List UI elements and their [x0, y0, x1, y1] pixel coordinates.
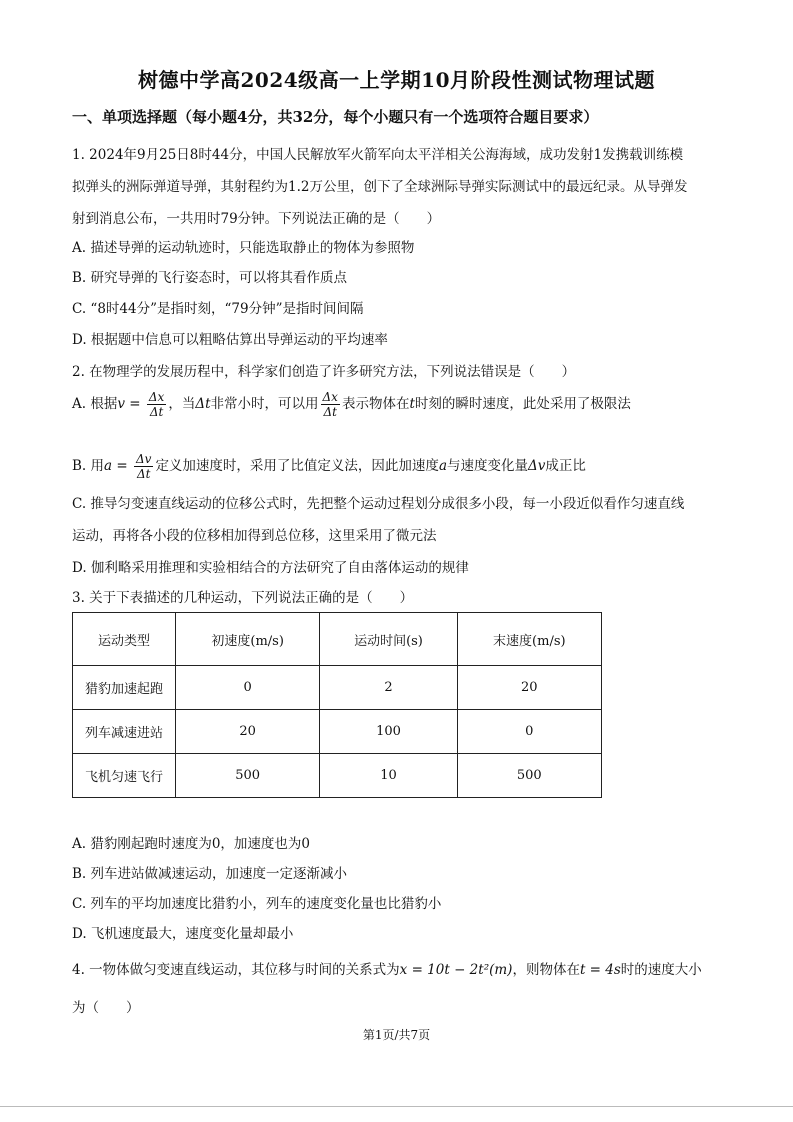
q1-option-b: B. 研究导弹的飞行姿态时，可以将其看作质点 [72, 270, 348, 286]
table-header-row [73, 613, 602, 666]
section-heading: 一、单项选择题（每小题4分，共32分，每个小题只有一个选项符合题目要求） [72, 108, 599, 126]
q2-a-fraction [147, 390, 166, 419]
table-row [73, 754, 602, 798]
q4-formula: x = 10t − 2t²(m) [399, 962, 513, 978]
table-row [73, 710, 602, 754]
q2-b-prefix: B. 用 [72, 458, 105, 474]
q4-stem-line1 [72, 958, 702, 978]
q2-b-post: 成正比 [545, 458, 586, 474]
q1-option-a: A. 描述导弹的运动轨迹时，只能选取静止的物体为参照物 [72, 240, 415, 256]
table-cell: 20 [457, 666, 601, 710]
q3-option-a: A. 猎豹刚起跑时速度为0，加速度也为0 [72, 836, 311, 852]
q1-stem-line2: 拟弹头的洲际弹道导弹，其射程约为1.2万公里，创下了全球洲际导弹实际测试中的最远纪录。从导弹发 [72, 179, 688, 195]
table-cell: 20 [176, 710, 320, 754]
page-divider [0, 1106, 793, 1107]
q2-stem: 2. 在物理学的发展历程中，科学家们创造了许多研究方法，下列说法错误是（ ） [72, 364, 576, 380]
q2-b-dv: Δv [528, 458, 546, 474]
q4-time: t = 4s [579, 962, 621, 978]
table-cell: 10 [320, 754, 457, 798]
q2-option-c-line2: 运动，再将各小段的位移相加得到总位移，这里采用了微元法 [72, 528, 437, 544]
q2-b-frac-den: Δt [136, 467, 151, 481]
q2-a-dt: Δt [195, 396, 211, 412]
q2-option-d: D. 伽利略采用推理和实验相结合的方法研究了自由落体运动的规律 [72, 560, 469, 576]
q4-prefix: 4. 一物体做匀变速直线运动，其位移与时间的关系式为 [72, 962, 400, 978]
q2-a-mid3: 表示物体在 [341, 396, 410, 412]
table-header-cell: 末速度(m/s) [457, 613, 601, 666]
q2-option-c-line1: C. 推导匀变速直线运动的位移公式时，先把整个运动过程划分成很多小段，每一小段近似看作匀速直线 [72, 496, 685, 512]
table-cell: 飞机匀速飞行 [73, 754, 176, 798]
q2-a-frac-den: Δt [149, 405, 164, 419]
q4-mid: ，则物体在 [512, 962, 580, 978]
q2-b-a2: a [438, 458, 447, 474]
q2-a-prefix: A. 根据 [72, 396, 118, 412]
motion-table [72, 612, 602, 798]
q2-b-mid2: 与速度变化量 [447, 458, 528, 474]
table-cell: 100 [320, 710, 457, 754]
table-cell: 猎豹加速起跑 [73, 666, 176, 710]
page-footer: 第1页/共7页 [362, 1028, 431, 1042]
q3-stem: 3. 关于下表描述的几种运动，下列说法正确的是（ ） [72, 590, 414, 606]
table-row [73, 666, 602, 710]
q4-stem-line2: 为（ ） [72, 1000, 140, 1016]
q1-stem-line1: 1. 2024年9月25日8时44分，中国人民解放军火箭军向太平洋相关公海海域，成功发射1发携载训练模 [72, 147, 684, 163]
q2-a-post: 时刻的瞬时速度，此处采用了极限法 [414, 396, 631, 412]
q1-stem-line3: 射到消息公布，一共用时79分钟。下列说法正确的是（ ） [72, 211, 441, 227]
q2-a-frac2-den: Δt [323, 405, 337, 419]
table-cell: 0 [176, 666, 320, 710]
q2-a-mid1: ，当 [168, 396, 196, 412]
q1-option-d: D. 根据题中信息可以粗略估算出导弹运动的平均速率 [72, 332, 388, 348]
table-cell: 500 [176, 754, 320, 798]
q2-option-b [72, 452, 586, 481]
q2-a-mid2: 非常小时，可以用 [210, 396, 319, 412]
q2-b-a: a [104, 458, 113, 474]
q2-b-frac-num: Δv [135, 452, 152, 466]
table-header-cell: 运动时间(s) [320, 613, 457, 666]
table-cell: 列车减速进站 [73, 710, 176, 754]
table-cell: 500 [457, 754, 601, 798]
q2-a-fraction2 [321, 390, 340, 419]
table-cell: 2 [320, 666, 457, 710]
q2-b-eq: = [112, 458, 132, 474]
q2-a-frac2-num: Δx [322, 390, 338, 404]
q3-option-c: C. 列车的平均加速度比猎豹小，列车的速度变化量也比猎豹小 [72, 896, 442, 912]
q2-a-frac-num: Δx [148, 390, 165, 404]
q2-a-v: v [117, 396, 125, 412]
table-header-cell: 初速度(m/s) [176, 613, 320, 666]
page-title: 树德中学高2024级高一上学期10月阶段性测试物理试题 [138, 68, 655, 92]
table-header-cell: 运动类型 [73, 613, 176, 666]
q3-option-d: D. 飞机速度最大，速度变化量却最小 [72, 926, 294, 942]
q3-option-b: B. 列车进站做减速运动，加速度一定逐渐减小 [72, 866, 348, 882]
q4-post: 时的速度大小 [620, 962, 702, 978]
q2-a-eq: = [124, 396, 145, 412]
q1-option-c: C. “8时44分”是指时刻，“79分钟”是指时间间隔 [72, 301, 364, 317]
q2-b-mid: 定义加速度时，采用了比值定义法，因此加速度 [155, 458, 439, 474]
q2-a-t: t [409, 396, 415, 412]
q2-b-fraction [134, 452, 153, 481]
table-cell: 0 [457, 710, 601, 754]
q2-option-a [72, 390, 631, 419]
